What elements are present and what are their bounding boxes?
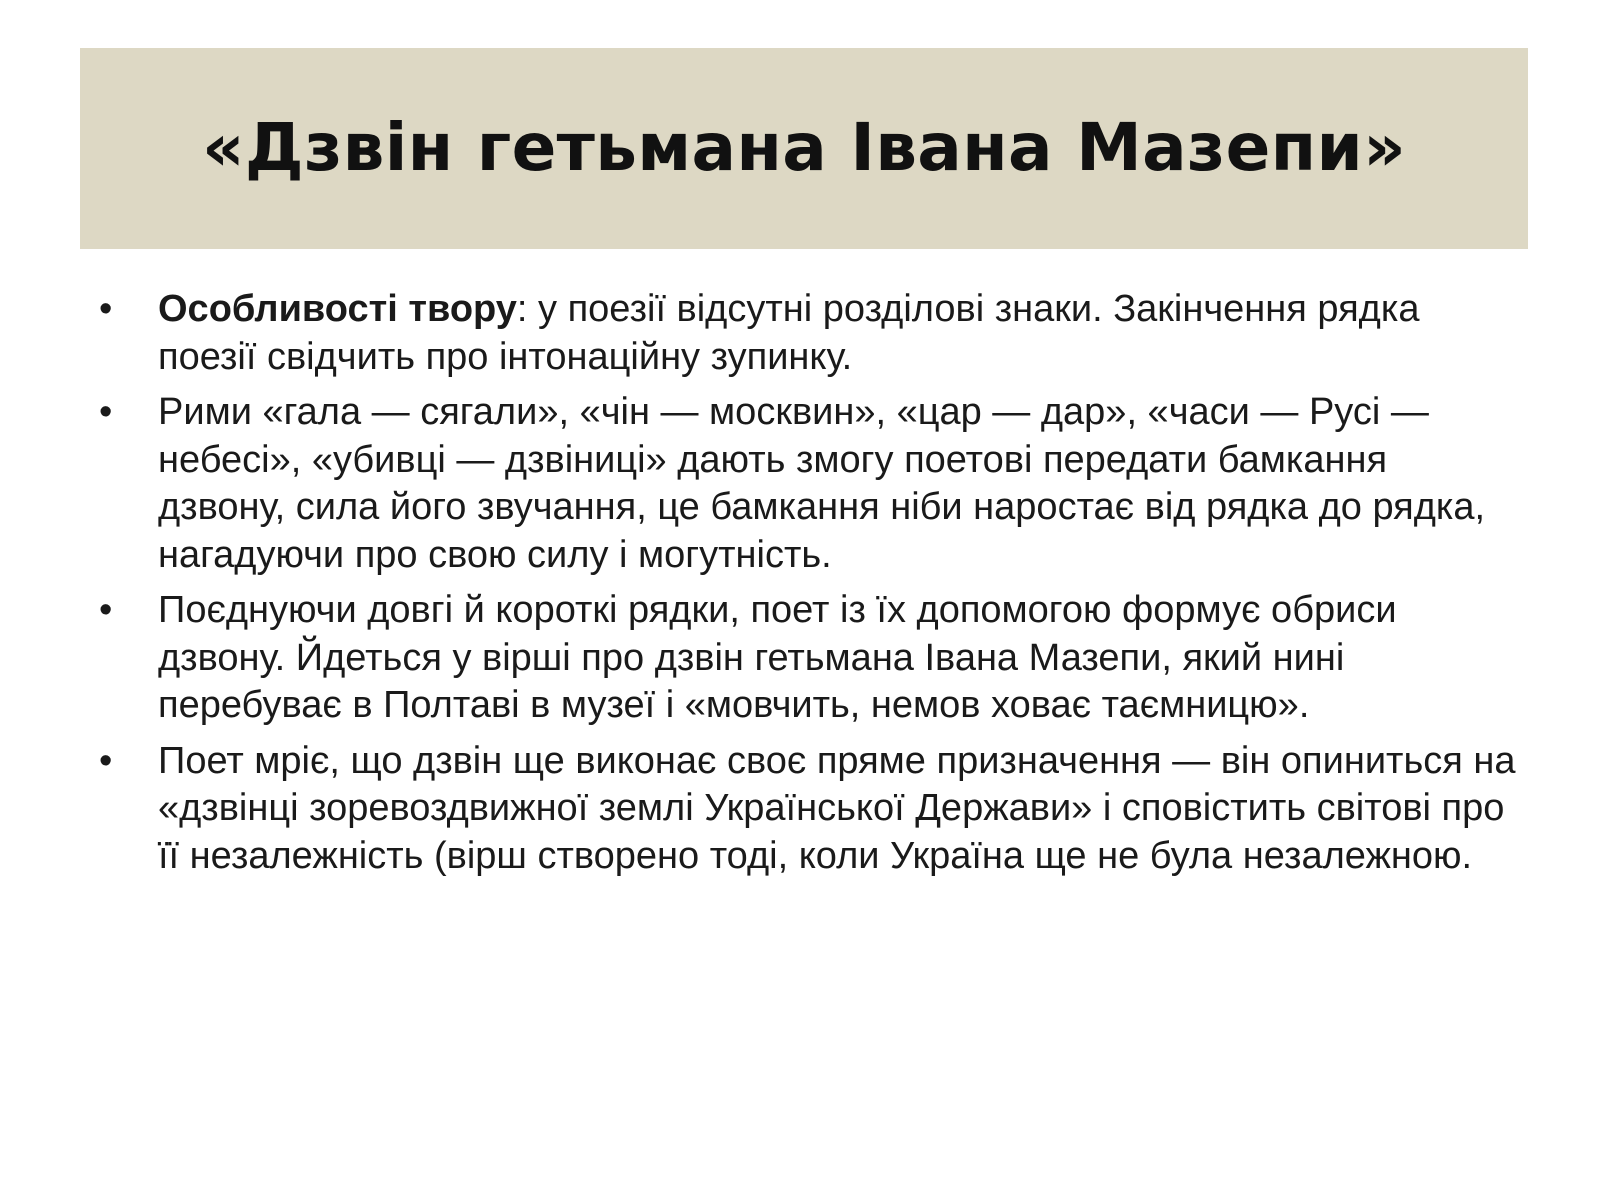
bullet-dot-icon: •	[99, 739, 113, 782]
bullet-text	[158, 589, 1397, 726]
slide-title: «Дзвін гетьмана Івана Мазепи»	[201, 109, 1407, 187]
bullet-dot-icon: •	[99, 288, 113, 330]
bullet-item-dream	[80, 738, 1520, 881]
bullet-dot-icon: •	[99, 589, 113, 631]
bullet-body: : у поезії відсутні розділові знаки. Закінчення рядка поезії свідчить про інтонаційну зупинку.	[158, 288, 1420, 378]
bullet-body: Поєднуючи довгі й короткі рядки, поет із їх допомогою формує обриси дзвону. Йдеться у вірші про дзвін гетьмана Івана Мазепи, який нині перебуває в Полтаві в музеї і «мовчить, немов ховає таємницю».	[158, 589, 1397, 726]
bullet-list	[80, 286, 1520, 880]
bullet-item-bell-shape	[80, 587, 1520, 730]
bullet-item-features	[80, 286, 1520, 381]
bullet-text	[158, 740, 1516, 877]
bullet-text	[158, 391, 1485, 576]
bullet-lead: Особливості твору	[158, 288, 517, 330]
title-band	[80, 48, 1528, 249]
bullet-dot-icon: •	[99, 391, 113, 433]
slide-content	[80, 286, 1520, 888]
bullet-body: Поет мріє, що дзвін ще виконає своє пряме призначення — він опиниться на «дзвінці зоревоздвижної землі Української Держави» і сповістить світові про її незалежність (вірш створено тоді, коли Україна ще не була незалежною.	[158, 739, 1516, 877]
bullet-body: Рими «гала — сягали», «чін — москвин», «цар — дар», «часи — Русі — небесі», «убивці — дзвіниці» дають змогу поетові передати бамкання дзвону, сила його звучання, це бамкання ніби наростає від рядка до рядка, нагадуючи про свою силу і могутність.	[158, 391, 1486, 576]
bullet-item-rhymes	[80, 389, 1520, 579]
bullet-text	[158, 288, 1419, 378]
